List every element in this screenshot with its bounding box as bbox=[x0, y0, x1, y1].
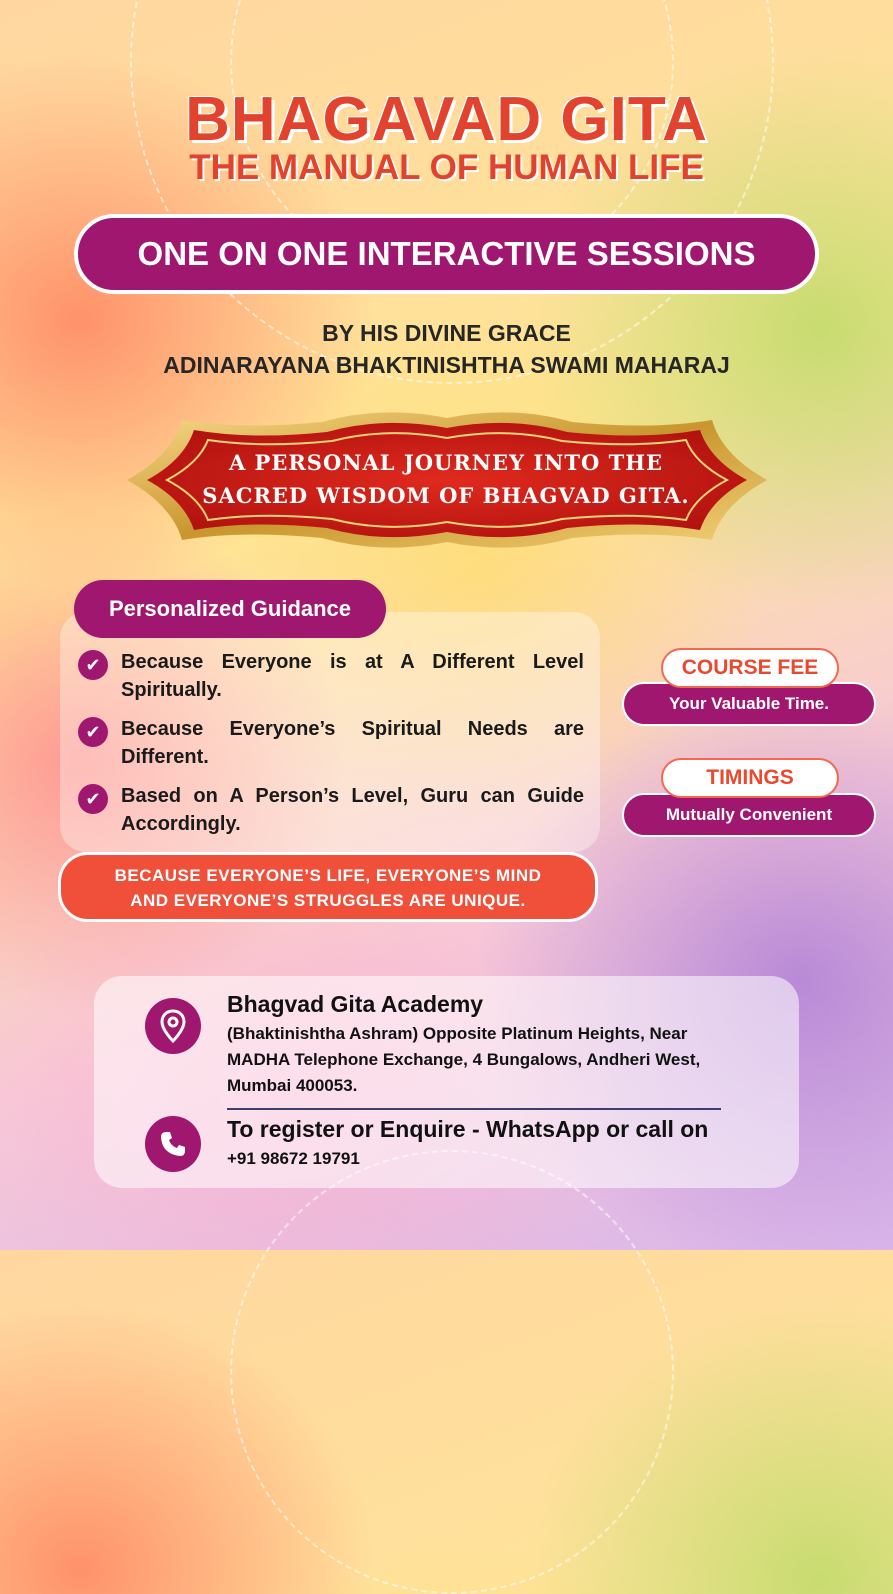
uniqueness-line-2: AND EVERYONE’S STRUGGLES ARE UNIQUE. bbox=[130, 891, 526, 910]
course-fee-label: COURSE FEE bbox=[661, 648, 839, 688]
checkmark-icon: ✔ bbox=[78, 784, 108, 814]
banner-text bbox=[160, 446, 732, 512]
timings-label: TIMINGS bbox=[661, 758, 839, 798]
address-line-3: Mumbai 400053. bbox=[227, 1076, 358, 1095]
bullet-text: Because Everyone is at A Different Level Spiritually. bbox=[121, 651, 584, 701]
checkmark-icon: ✔ bbox=[78, 717, 108, 747]
academy-name: Bhagvad Gita Academy bbox=[227, 991, 484, 1017]
banner-line-1: A PERSONAL JOURNEY INTO THE bbox=[228, 450, 664, 475]
page-subtitle: THE MANUAL OF HUMAN LIFE bbox=[189, 148, 704, 187]
register-instructions: To register or Enquire - WhatsApp or call on bbox=[227, 1116, 709, 1142]
mandala-decoration-bottom bbox=[230, 1150, 674, 1594]
guidance-heading-pill: Personalized Guidance bbox=[74, 580, 386, 638]
academy-address bbox=[227, 1021, 767, 1099]
phone-number[interactable]: +91 98672 19791 bbox=[227, 1149, 360, 1168]
course-fee-value: Your Valuable Time. bbox=[622, 682, 876, 726]
divider bbox=[227, 1108, 721, 1110]
location-pin-icon bbox=[145, 998, 201, 1054]
checkmark-icon: ✔ bbox=[78, 650, 108, 680]
banner-line-2: SACRED WISDOM OF BHAGVAD GITA. bbox=[202, 483, 690, 508]
uniqueness-statement bbox=[58, 852, 598, 922]
session-type-pill: ONE ON ONE INTERACTIVE SESSIONS bbox=[74, 214, 819, 294]
byline-grace: BY HIS DIVINE GRACE bbox=[322, 320, 571, 346]
timings-value: Mutually Convenient bbox=[622, 793, 876, 837]
bullet-text: Based on A Person’s Level, Guru can Guide Accordingly. bbox=[121, 785, 584, 835]
address-line-1: (Bhaktinishtha Ashram) Opposite Platinum Heights, Near bbox=[227, 1024, 688, 1043]
address-line-2: MADHA Telephone Exchange, 4 Bungalows, Andheri West, bbox=[227, 1050, 701, 1069]
phone-icon bbox=[145, 1116, 201, 1172]
page-title: BHAGAVAD GITA bbox=[185, 85, 708, 154]
byline-name: ADINARAYANA BHAKTINISHTHA SWAMI MAHARAJ bbox=[163, 352, 730, 378]
bullet-text: Because Everyone’s Spiritual Needs are Different. bbox=[121, 718, 584, 768]
uniqueness-line-1: BECAUSE EVERYONE’S LIFE, EVERYONE’S MIND bbox=[114, 866, 542, 885]
